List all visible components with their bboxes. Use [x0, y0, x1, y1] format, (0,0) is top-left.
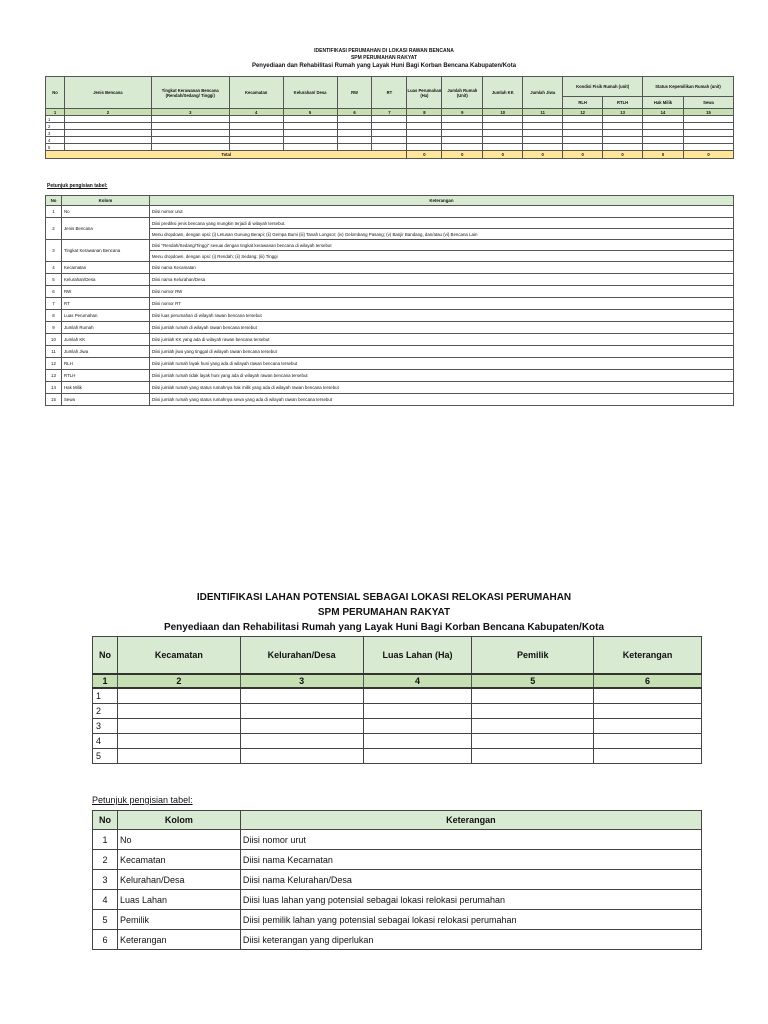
total-value: 0: [683, 151, 733, 159]
table-row: [93, 719, 702, 734]
header-luas-lahan: Luas Lahan (Ha): [363, 637, 472, 675]
guide-kolom: Pemilik: [117, 910, 240, 930]
total-value: 0: [442, 151, 483, 159]
column-number: 10: [483, 109, 523, 116]
guide-kolom: Jumlah KK: [61, 334, 149, 346]
guide-no: 14: [46, 382, 62, 394]
table-cell: [363, 688, 472, 704]
row-number: 1: [93, 688, 118, 704]
guide-kolom: RT: [61, 298, 149, 310]
table-cell: [683, 144, 733, 151]
table-cell: [283, 116, 337, 123]
table-cell: [117, 719, 240, 734]
table-row: [46, 116, 734, 123]
table-cell: [563, 130, 603, 137]
table-row: [93, 688, 702, 704]
section2-titles: [0, 590, 768, 635]
guide-keterangan: Diisi nomor urut: [240, 830, 701, 850]
table-cell: [64, 123, 151, 130]
table-cell: [643, 116, 684, 123]
table-cell: [442, 123, 483, 130]
section2-subtitle: SPM PERUMAHAN RAKYAT: [317, 607, 451, 618]
header-luas-perumahan: Luas Perumahan (Ha): [407, 77, 442, 109]
header-kelurahan: Kelurahan/ Desa: [283, 77, 337, 109]
table-cell: [363, 719, 472, 734]
table-cell: [594, 734, 702, 749]
table-cell: [643, 123, 684, 130]
table-cell: [523, 137, 563, 144]
row-number: 4: [46, 137, 65, 144]
table-cell: [117, 734, 240, 749]
guide-row: [46, 358, 734, 370]
table-cell: [472, 749, 594, 764]
guide-kolom: Tingkat Kerawanan Bencana: [61, 240, 149, 262]
header-status-kepemilikan: Status Kepemilikan Rumah (unit): [643, 77, 734, 97]
column-number: 9: [442, 109, 483, 116]
header-no: No: [93, 637, 118, 675]
table-cell: [337, 116, 372, 123]
table-cell: [240, 688, 363, 704]
total-value: 0: [563, 151, 603, 159]
guide-row: [46, 334, 734, 346]
guide-keterangan: Diisi luas perumahan di wilayah rawan bencana tersebut: [149, 310, 733, 322]
guide-kolom: Luas Lahan: [117, 890, 240, 910]
guide-row: [93, 890, 702, 910]
column-number: 1: [93, 674, 118, 688]
header-jumlah-kk: Jumlah KK: [483, 77, 523, 109]
table-cell: [594, 719, 702, 734]
table-cell: [372, 144, 407, 151]
guide-kolom: No: [117, 830, 240, 850]
table-cell: [472, 688, 594, 704]
table-cell: [151, 123, 229, 130]
table-cell: [151, 144, 229, 151]
section1-caption: Penyediaan dan Rehabilitasi Rumah yang Layak Huni Bagi Korban Bencana Kabupaten/Kota: [251, 63, 517, 69]
guide-row: [46, 286, 734, 298]
guide-kolom: RTLH: [61, 370, 149, 382]
guide-no: 6: [46, 286, 62, 298]
table-cell: [563, 144, 603, 151]
table-cell: [683, 137, 733, 144]
table-cell: [283, 137, 337, 144]
table-cell: [229, 116, 283, 123]
total-value: 0: [483, 151, 523, 159]
guide-no: 4: [93, 890, 118, 910]
table-cell: [337, 144, 372, 151]
total-value: 0: [643, 151, 684, 159]
table-cell: [240, 719, 363, 734]
guide-kolom: Kelurahan/Desa: [117, 870, 240, 890]
guide-keterangan: Diisi jumlah rumah yang status rumahnya hak milik yang ada di wilayah rawan bencana tersebut: [149, 382, 733, 394]
table-cell: [240, 749, 363, 764]
header-kelurahan-desa: Kelurahan/Desa: [240, 637, 363, 675]
table-cell: [603, 123, 643, 130]
table-cell: [151, 130, 229, 137]
total-value: 0: [407, 151, 442, 159]
table-cell: [483, 130, 523, 137]
table-cell: [229, 137, 283, 144]
table-cell: [442, 130, 483, 137]
table-cell: [683, 116, 733, 123]
guide-no: 12: [46, 358, 62, 370]
guide2-header-kolom: Kolom: [117, 811, 240, 830]
table-cell: [240, 704, 363, 719]
table-cell: [563, 123, 603, 130]
table-cell: [229, 123, 283, 130]
guide-keterangan: Diisi jumlah rumah tidak layak huni yang ada di wilayah rawan bencana tersebut: [149, 370, 733, 382]
column-number: 6: [337, 109, 372, 116]
table-cell: [372, 130, 407, 137]
guide-keterangan: Diisi jumlah rumah yang status rumahnya sewa yang ada di wilayah rawan bencana tersebut: [149, 394, 733, 406]
guide-row: [93, 830, 702, 850]
guide-kolom: Jumlah Rumah: [61, 322, 149, 334]
table-cell: [229, 144, 283, 151]
guide-row: [93, 870, 702, 890]
guide-kolom: Kecamatan: [117, 850, 240, 870]
section1-title: IDENTIFIKASI PERUMAHAN DI LOKASI RAWAN BENCANA: [314, 48, 454, 54]
table-cell: [643, 137, 684, 144]
row-number: 3: [93, 719, 118, 734]
header-kecamatan: Kecamatan: [117, 637, 240, 675]
guide2-header-no: No: [93, 811, 118, 830]
table-cell: [372, 116, 407, 123]
column-number: 14: [643, 109, 684, 116]
column-number-row: [46, 109, 734, 116]
guide-row: [46, 229, 734, 240]
guide-keterangan: Diisi luas lahan yang potensial sebagai lokasi relokasi perumahan: [240, 890, 701, 910]
guide-no: 2: [46, 218, 62, 240]
guide-row: [46, 298, 734, 310]
table-cell: [472, 719, 594, 734]
guide-no: 3: [93, 870, 118, 890]
total-value: 0: [523, 151, 563, 159]
guide-no: 15: [46, 394, 62, 406]
table-cell: [372, 137, 407, 144]
section2-title: IDENTIFIKASI LAHAN POTENSIAL SEBAGAI LOKASI RELOKASI PERUMAHAN: [196, 592, 572, 603]
table-cell: [229, 130, 283, 137]
guide-kolom: Jenis Bencana: [61, 218, 149, 240]
guide1-header-keterangan: Keterangan: [149, 196, 733, 206]
guide-no: 10: [46, 334, 62, 346]
table-cell: [363, 749, 472, 764]
guide-keterangan: Menu dropdown, dengan opsi: (i) Letusan Gunung Berapi; (ii) Gempa Bumi (iii) Tanah Longsor; (iv) Gelombang Pasang; (v) Banjir Bandang, dan/atau (vi) Bencana Lain: [149, 229, 733, 240]
column-number: 2: [117, 674, 240, 688]
guide-row: [46, 251, 734, 262]
table-cell: [363, 734, 472, 749]
table-cell: [407, 116, 442, 123]
table-cell: [472, 734, 594, 749]
table-cell: [523, 116, 563, 123]
column-number-row: [93, 674, 702, 688]
table-cell: [407, 123, 442, 130]
header-tingkat-kerawanan: Tingkat Kerawanan Bencana (Rendah/Sedang/ Tinggi): [151, 77, 229, 109]
column-number: 4: [229, 109, 283, 116]
table-cell: [594, 688, 702, 704]
guide-no: 13: [46, 370, 62, 382]
table-row: [46, 130, 734, 137]
column-number: 1: [46, 109, 65, 116]
guide-no: 9: [46, 322, 62, 334]
table-cell: [283, 123, 337, 130]
column-number: 5: [472, 674, 594, 688]
guide-no: 4: [46, 262, 62, 274]
guide-kolom: No: [61, 206, 149, 218]
table-cell: [407, 144, 442, 151]
table-cell: [117, 704, 240, 719]
total-row: [46, 151, 734, 159]
guide-keterangan: Diisi nomor urut: [149, 206, 733, 218]
table-cell: [523, 144, 563, 151]
guide-no: 11: [46, 346, 62, 358]
table-cell: [442, 137, 483, 144]
table-row: [46, 144, 734, 151]
total-label: Total: [46, 151, 407, 159]
guide-kolom: Sewa: [61, 394, 149, 406]
row-number: 3: [46, 130, 65, 137]
table-cell: [594, 704, 702, 719]
header-pemilik: Pemilik: [472, 637, 594, 675]
guide1-header-no: No: [46, 196, 62, 206]
table-cell: [363, 704, 472, 719]
section1-titles: [0, 47, 768, 70]
table-cell: [407, 137, 442, 144]
guide1-table: [45, 195, 734, 406]
guide-row: [46, 394, 734, 406]
guide-kolom: Hak Milik: [61, 382, 149, 394]
guide-row: [46, 322, 734, 334]
column-number: 4: [363, 674, 472, 688]
guide-keterangan: Menu dropdown, dengan opsi: (i) Rendah; (ii) Sedang; (iii) Tinggi: [149, 251, 733, 262]
column-number: 12: [563, 109, 603, 116]
guide-keterangan: Diisi nomor RT: [149, 298, 733, 310]
guide-row: [46, 274, 734, 286]
header-jumlah-jiwa: Jumlah Jiwa: [523, 77, 563, 109]
section2-caption: Penyediaan dan Rehabilitasi Rumah yang Layak Huni Bagi Korban Bencana Kabupaten/Kota: [163, 622, 605, 633]
guide1-header-kolom: Kolom: [61, 196, 149, 206]
table-cell: [683, 123, 733, 130]
table-cell: [151, 116, 229, 123]
section1-subtitle: SPM PERUMAHAN RAKYAT: [350, 55, 418, 61]
guide-no: 5: [93, 910, 118, 930]
guide-keterangan: Diisi jumlah rumah layak huni yang ada di wilayah rawan bencana tersebut: [149, 358, 733, 370]
table-cell: [64, 137, 151, 144]
guide-kolom: Jumlah Jiwa: [61, 346, 149, 358]
table-cell: [643, 144, 684, 151]
guide-no: 2: [93, 850, 118, 870]
guide-keterangan: Diisi keterangan yang diperlukan: [240, 930, 701, 950]
guide-no: 3: [46, 240, 62, 262]
guide-no: 5: [46, 274, 62, 286]
table-cell: [603, 130, 643, 137]
guide-row: [46, 310, 734, 322]
guide-kolom: RLH: [61, 358, 149, 370]
total-value: 0: [603, 151, 643, 159]
column-number: 13: [603, 109, 643, 116]
column-number: 3: [240, 674, 363, 688]
table-cell: [64, 144, 151, 151]
table-row: [93, 749, 702, 764]
table-cell: [563, 116, 603, 123]
guide2-header-keterangan: Keterangan: [240, 811, 701, 830]
header-rw: RW: [337, 77, 372, 109]
table-cell: [283, 130, 337, 137]
guide-row: [93, 910, 702, 930]
table-cell: [603, 144, 643, 151]
table-cell: [151, 137, 229, 144]
column-number: 3: [151, 109, 229, 116]
guide-keterangan: Diisi nama Kelurahan/Desa: [149, 274, 733, 286]
table-cell: [64, 116, 151, 123]
guide-keterangan: Diisi nama Kecamatan: [240, 850, 701, 870]
header-jumlah-rumah: Jumlah Rumah (Unit): [442, 77, 483, 109]
guide-kolom: Kecamatan: [61, 262, 149, 274]
column-number: 6: [594, 674, 702, 688]
column-number: 11: [523, 109, 563, 116]
header-keterangan: Keterangan: [594, 637, 702, 675]
header-rt: RT: [372, 77, 407, 109]
header-no: No: [46, 77, 65, 109]
guide-no: 8: [46, 310, 62, 322]
guide-no: 1: [93, 830, 118, 850]
table-cell: [117, 749, 240, 764]
table-cell: [337, 123, 372, 130]
header-rlh: RLH: [563, 97, 603, 109]
guide-keterangan: Diisi "Rendah/Sedang/Tinggi" sesuai dengan tingkat kerawanan bencana di wilayah tersebut: [149, 240, 733, 251]
header-hak-milik: Hak Milik: [643, 97, 684, 109]
guide-keterangan: Diisi nama Kecamatan: [149, 262, 733, 274]
guide-kolom: Luas Perumahan: [61, 310, 149, 322]
table-row: [93, 704, 702, 719]
guide-no: 6: [93, 930, 118, 950]
table-cell: [283, 144, 337, 151]
column-number: 7: [372, 109, 407, 116]
table-cell: [594, 749, 702, 764]
guide-row: [46, 240, 734, 251]
table-row: [93, 734, 702, 749]
table-cell: [483, 123, 523, 130]
guide-row: [93, 930, 702, 950]
table-cell: [472, 704, 594, 719]
guide-keterangan: Diisi jumlah jiwa yang tinggal di wilayah rawan bencana tersebut: [149, 346, 733, 358]
guide-keterangan: Diisi jumlah rumah di wilayah rawan bencana tersebut: [149, 322, 733, 334]
row-number: 2: [46, 123, 65, 130]
guide-keterangan: Diisi nama Kelurahan/Desa: [240, 870, 701, 890]
guide-no: 1: [46, 206, 62, 218]
column-number: 15: [683, 109, 733, 116]
guide-kolom: RW: [61, 286, 149, 298]
guide-row: [46, 206, 734, 218]
table-cell: [240, 734, 363, 749]
table-row: [46, 137, 734, 144]
table-row: [46, 123, 734, 130]
table-cell: [64, 130, 151, 137]
header-kondisi-fisik: Kondisi Fisik Rumah (unit): [563, 77, 643, 97]
column-number: 2: [64, 109, 151, 116]
guide-no: 7: [46, 298, 62, 310]
table-cell: [442, 144, 483, 151]
table-cell: [407, 130, 442, 137]
guide-keterangan: Diisi jumlah KK yang ada di wilayah rawan bencana tersebut: [149, 334, 733, 346]
table-cell: [603, 137, 643, 144]
table-cell: [483, 137, 523, 144]
guide-row: [93, 850, 702, 870]
table-cell: [372, 123, 407, 130]
table-cell: [563, 137, 603, 144]
row-number: 1: [46, 116, 65, 123]
guide-row: [46, 262, 734, 274]
identifikasi-lahan-table: [92, 636, 702, 764]
column-number: 5: [283, 109, 337, 116]
table-cell: [683, 130, 733, 137]
table-cell: [483, 116, 523, 123]
table-cell: [523, 123, 563, 130]
table-cell: [337, 130, 372, 137]
header-jenis-bencana: Jenis Bencana: [64, 77, 151, 109]
identifikasi-perumahan-table: [45, 76, 734, 159]
table-cell: [523, 130, 563, 137]
table-cell: [337, 137, 372, 144]
table-cell: [603, 116, 643, 123]
column-number: 8: [407, 109, 442, 116]
guide-row: [46, 346, 734, 358]
row-number: 4: [93, 734, 118, 749]
row-number: 5: [93, 749, 118, 764]
table-cell: [442, 116, 483, 123]
guide-keterangan: Diisi prediksi jenis bencana yang mungkin terjadi di wilayah tersebut.: [149, 218, 733, 229]
guide-row: [46, 370, 734, 382]
guide-row: [46, 218, 734, 229]
guide-row: [46, 382, 734, 394]
header-kecamatan: Kecamatan: [229, 77, 283, 109]
guide1-title: Petunjuk pengisian tabel:: [47, 183, 108, 189]
guide-kolom: Keterangan: [117, 930, 240, 950]
row-number: 5: [46, 144, 65, 151]
guide-keterangan: Diisi nomor RW: [149, 286, 733, 298]
row-number: 2: [93, 704, 118, 719]
guide-keterangan: Diisi pemilik lahan yang potensial sebagai lokasi relokasi perumahan: [240, 910, 701, 930]
table-cell: [483, 144, 523, 151]
guide-kolom: Kelurahan/Desa: [61, 274, 149, 286]
header-rtlh: RTLH: [603, 97, 643, 109]
guide2-title: Petunjuk pengisian tabel:: [92, 795, 193, 805]
table-cell: [643, 130, 684, 137]
guide2-table: [92, 810, 702, 950]
table-cell: [117, 688, 240, 704]
header-sewa: Sewa: [683, 97, 733, 109]
